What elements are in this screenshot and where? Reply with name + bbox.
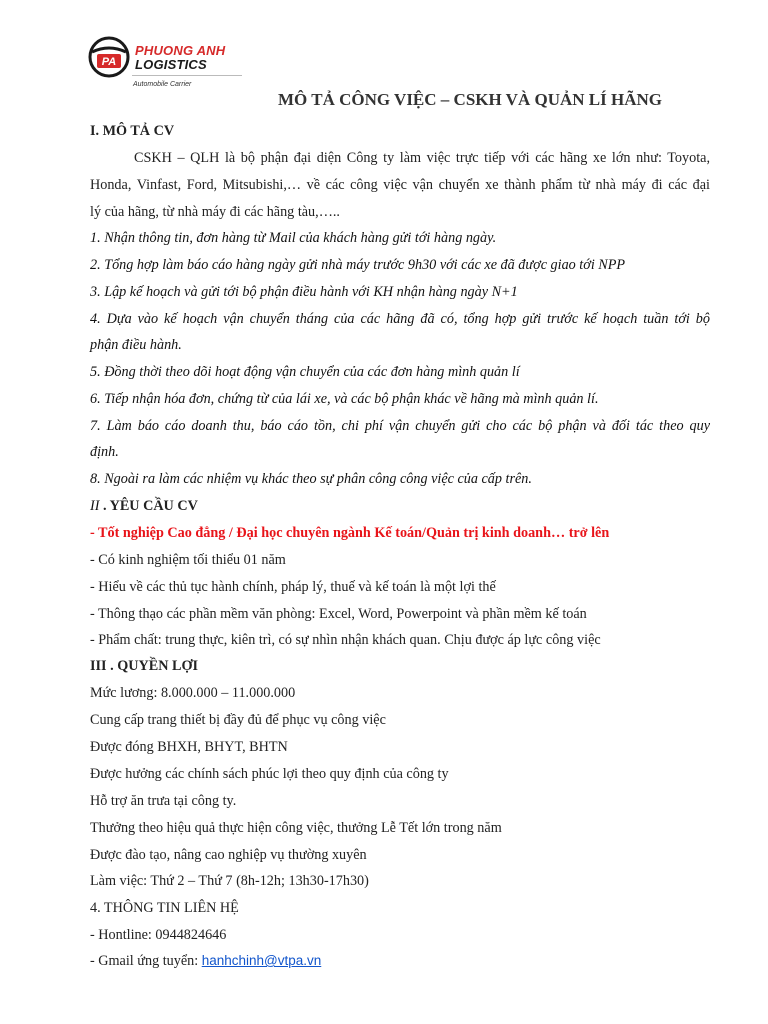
logo-line1: PHUONG ANH (135, 43, 226, 58)
task-item-1: 1. Nhận thông tin, đơn hàng từ Mail của khách hàng gửi tới hàng ngày. (90, 230, 497, 246)
page-title: MÔ TẢ CÔNG VIỆC – CSKH VÀ QUẢN LÍ HÃNG (278, 90, 662, 109)
task-item-8: 8. Ngoài ra làm các nhiệm vụ khác theo sự phân công công việc của cấp trên. (90, 471, 532, 487)
contact-gmail-label: - Gmail ứng tuyển: (90, 953, 202, 969)
section1-intro-line-2: Honda, Vinfast, Ford, Mitsubishi,… về các công việc vận chuyển xe thành phẩm từ nhà máy đi các đại (90, 177, 710, 193)
section4-heading: 4. THÔNG TIN LIÊN HỆ (90, 900, 239, 916)
contact-email-link[interactable]: hanhchinh@vtpa.vn (201, 953, 322, 968)
steering-wheel-logo-icon (88, 34, 132, 80)
task-item-4-cont: phận điều hành. (90, 337, 182, 353)
benefit-item-8: Làm việc: Thứ 2 – Thứ 7 (8h-12h; 13h30-17h30) (90, 873, 369, 889)
benefit-item-4: Được hưởng các chính sách phúc lợi theo quy định của công ty (90, 766, 449, 782)
section1-intro-line-1: CSKH – QLH là bộ phận đại diện Công ty làm việc trực tiếp với các hãng xe lớn như: Toyota, (134, 150, 710, 166)
contact-gmail (90, 952, 321, 970)
task-item-5: 5. Đồng thời theo dõi hoạt động vận chuyển của các đơn hàng mình quản lí (90, 364, 520, 380)
benefit-item-5: Hỗ trợ ăn trưa tại công ty. (90, 793, 237, 809)
requirement-item-4: - Phẩm chất: trung thực, kiên trì, có sự nhìn nhận khách quan. Chịu được áp lực công việc (90, 632, 601, 648)
company-logo (88, 34, 248, 92)
logo-badge-text: PA (101, 56, 117, 68)
section2-heading-number: II (90, 498, 100, 514)
benefit-item-6: Thưởng theo hiệu quả thực hiện công việc, thưởng Lễ Tết lớn trong năm (90, 820, 502, 836)
task-item-2: 2. Tổng hợp làm báo cáo hàng ngày gửi nhà máy trước 9h30 với các xe đã được giao tới NPP (90, 257, 626, 273)
section1-heading: I. MÔ TẢ CV (90, 123, 175, 139)
logo-divider (132, 75, 242, 76)
contact-hotline: - Hontline: 0944824646 (90, 927, 227, 943)
requirement-item-3: - Thông thạo các phần mềm văn phòng: Excel, Word, Powerpoint và phần mềm kế toán (90, 606, 587, 622)
section1-intro-line-3: lý của hãng, từ nhà máy đi các hãng tàu,….. (90, 204, 340, 220)
requirement-item-1: - Có kinh nghiệm tối thiểu 01 năm (90, 552, 286, 568)
requirement-highlight: - Tốt nghiệp Cao đẳng / Đại học chuyên ngành Kế toán/Quản trị kinh doanh… trở lên (90, 525, 610, 541)
task-item-6: 6. Tiếp nhận hóa đơn, chứng từ của lái xe, và các bộ phận khác về hãng mà mình quản lí. (90, 391, 599, 407)
benefit-item-7: Được đào tạo, nâng cao nghiệp vụ thường xuyên (90, 847, 367, 863)
benefit-item-3: Được đóng BHXH, BHYT, BHTN (90, 739, 288, 755)
logo-line2: LOGISTICS (135, 57, 207, 72)
section2-heading-text: . YÊU CẦU CV (99, 498, 198, 514)
benefit-item-1: Mức lương: 8.000.000 – 11.000.000 (90, 685, 296, 701)
task-item-7: 7. Làm báo cáo doanh thu, báo cáo tồn, chi phí vận chuyển gửi cho các bộ phận và đối tác theo quy (90, 418, 710, 434)
task-item-3: 3. Lập kế hoạch và gửi tới bộ phận điều hành với KH nhận hàng ngày N+1 (90, 284, 518, 300)
section3-heading: III . QUYỀN LỢI (90, 658, 199, 674)
logo-tagline: Automobile Carrier (133, 81, 192, 88)
benefit-item-2: Cung cấp trang thiết bị đầy đủ để phục vụ công việc (90, 712, 386, 728)
task-item-7-cont: định. (90, 444, 119, 460)
task-item-4: 4. Dựa vào kế hoạch vận chuyển tháng của các hãng đã có, tổng hợp gửi trước kế hoạch tuần tới bộ (90, 311, 710, 327)
requirement-item-2: - Hiểu về các thủ tục hành chính, pháp lý, thuế và kế toán là một lợi thế (90, 579, 496, 595)
section2-heading (90, 497, 198, 515)
